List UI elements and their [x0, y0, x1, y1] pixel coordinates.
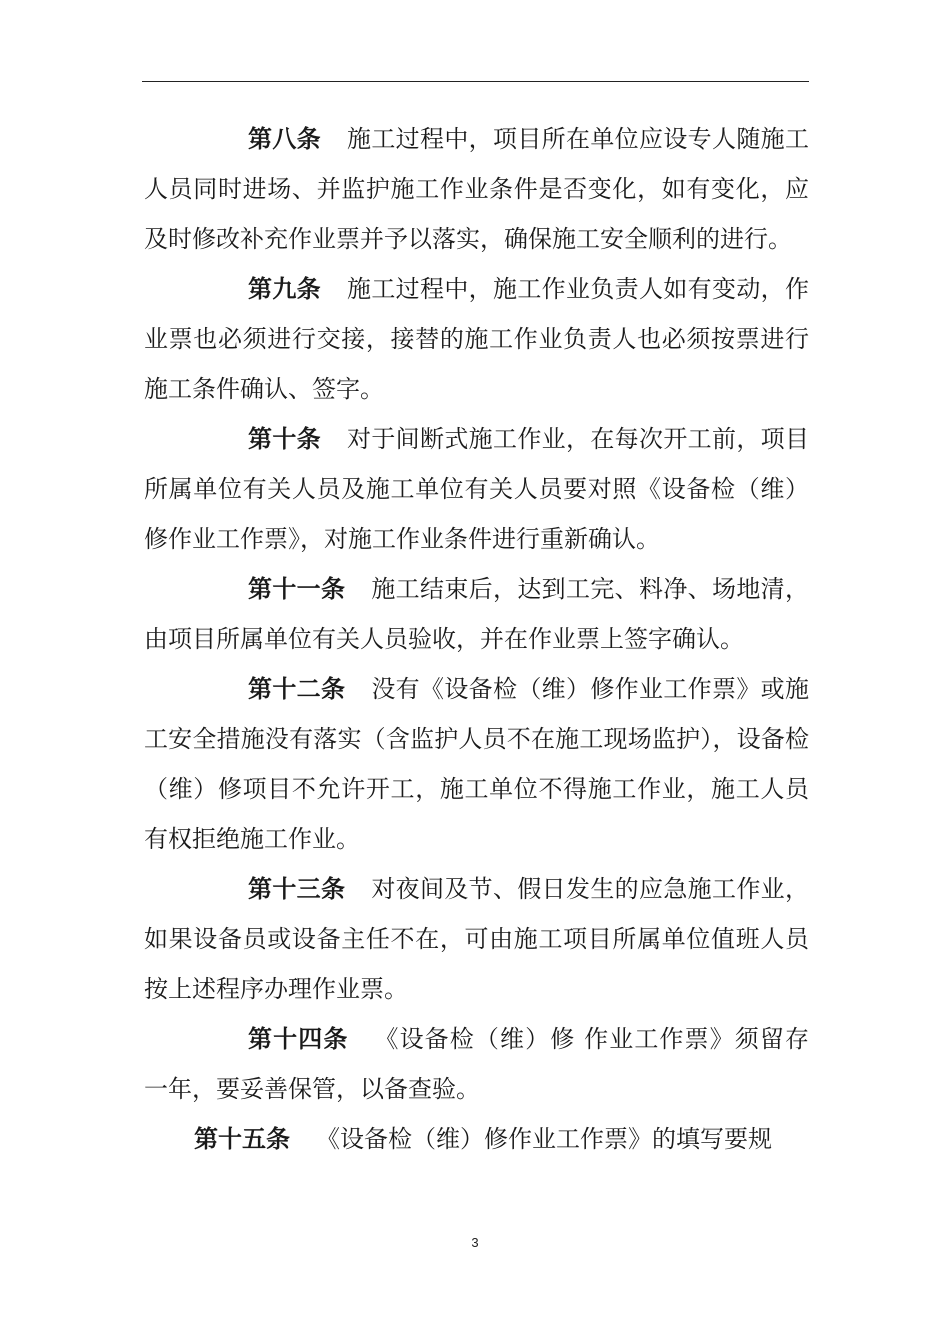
article-body: 对于间断式施工作业，在每次开工前，项目所属单位有关人员及施工单位有关人员要对照《设备检（维）修作业工作票》，对施工作业条件进行重新确认。 — [144, 425, 809, 553]
article-8 — [144, 114, 809, 264]
article-body: 施工结束后，达到工完、料净、场地清，由项目所属单位有关人员验收，并在作业票上签字确认。 — [144, 575, 810, 653]
article-title: 第十四条 — [248, 1025, 349, 1053]
article-body: 对夜间及节、假日发生的应急施工作业，如果设备员或设备主任不在，可由施工项目所属单位值班人员按上述程序办理作业票。 — [144, 875, 810, 1003]
article-14 — [144, 1014, 809, 1114]
article-body: 施工过程中，施工作业负责人如有变动，作业票也必须进行交接，接替的施工作业负责人也必须按票进行施工条件确认、签字。 — [144, 275, 809, 403]
article-13 — [144, 864, 809, 1014]
article-body: 施工过程中，项目所在单位应设专人随施工人员同时进场、并监护施工作业条件是否变化，如有变化，应及时修改补充作业票并予以落实，确保施工安全顺利的进行。 — [144, 125, 809, 253]
article-12 — [144, 664, 809, 864]
article-body: 没有《设备检（维）修作业工作票》或施工安全措施没有落实（含监护人员不在施工现场监护），设备检（维）修项目不允许开工，施工单位不得施工作业，施工人员有权拒绝施工作业。 — [144, 675, 810, 853]
article-title: 第十三条 — [248, 875, 346, 903]
article-title: 第十五条 — [194, 1125, 290, 1153]
article-9 — [144, 264, 809, 414]
document-body — [144, 114, 809, 1164]
article-title: 第十条 — [248, 425, 321, 453]
article-body: 《设备检（维）修作业工作票》的填写要规 — [316, 1125, 772, 1153]
article-title: 第十二条 — [248, 675, 346, 703]
article-title: 第八条 — [248, 125, 321, 153]
article-title: 第十一条 — [248, 575, 346, 603]
article-body: 《设备检（维）修 作业工作票》须留存一年，要妥善保管，以备查验。 — [144, 1025, 809, 1103]
header-rule — [142, 81, 809, 82]
article-15 — [144, 1114, 809, 1164]
page-number: 3 — [471, 1235, 479, 1250]
article-title: 第九条 — [248, 275, 321, 303]
article-10 — [144, 414, 809, 564]
article-11 — [144, 564, 809, 664]
